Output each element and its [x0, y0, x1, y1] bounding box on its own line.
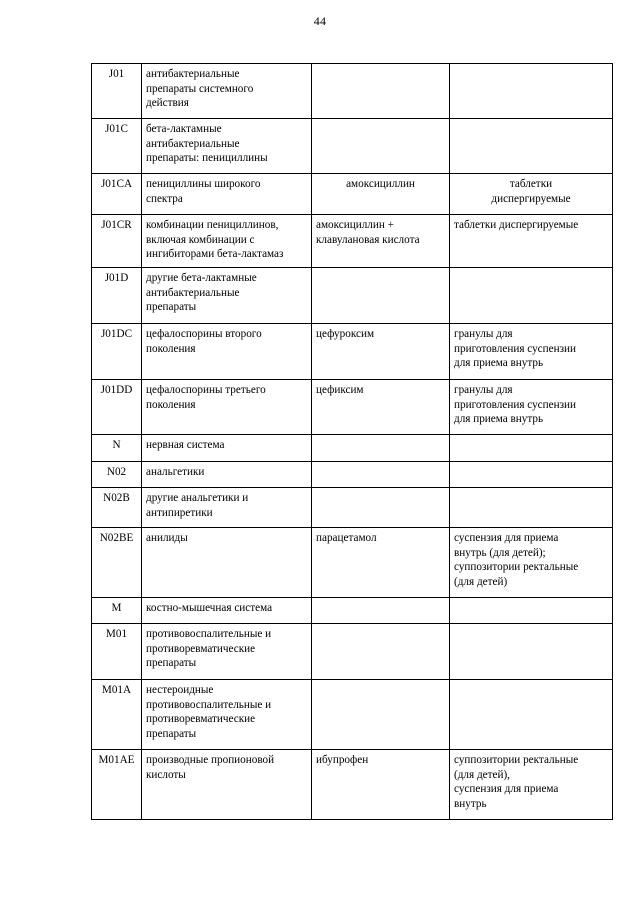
pharmacological-group-cell-text: бета-лактамные антибактериальные препараты: пенициллины [146, 123, 268, 165]
dosage-form-cell-text: гранулы для приготовления суспензии для приема внутрь [454, 328, 576, 370]
pharmacological-group-cell [142, 64, 312, 119]
atc-code-cell-text: J01DD [100, 384, 133, 396]
table-row [92, 598, 613, 624]
pharmacological-group-cell-text: нервная система [146, 439, 225, 451]
atc-code-cell [92, 624, 142, 680]
atc-code-cell [92, 462, 142, 488]
atc-code-cell [92, 380, 142, 435]
atc-code-cell-text: M [111, 602, 122, 614]
drug-name-cell [312, 528, 450, 598]
pharmacological-group-cell-text: антибактериальные препараты системного действия [146, 68, 254, 110]
pharmacological-group-cell [142, 324, 312, 380]
pharmacological-group-cell-text: цефалоспорины третьего поколения [146, 384, 266, 411]
pharmacological-group-cell [142, 174, 312, 215]
table-row [92, 528, 613, 598]
dosage-form-cell [450, 462, 613, 488]
table-row [92, 215, 613, 268]
atc-code-cell [92, 324, 142, 380]
pharmacological-group-cell-text: противовоспалительные и противоревматические препараты [146, 628, 272, 670]
atc-code-cell-text: N [112, 439, 121, 451]
table-body [92, 64, 613, 820]
dosage-form-cell [450, 380, 613, 435]
atc-code-cell-text: J01C [104, 123, 128, 135]
pharmacological-group-cell [142, 488, 312, 528]
dosage-form-cell [450, 624, 613, 680]
drug-name-cell [312, 119, 450, 174]
pharmacological-group-cell-text: пенициллины широкого спектра [146, 178, 261, 205]
pharmacological-group-cell-text: другие анальгетики и антипиретики [146, 492, 249, 519]
dosage-form-cell-text: суспензия для приема внутрь (для детей); суппозитории ректальные (для детей) [454, 532, 579, 588]
pharmacological-group-cell-text: комбинации пенициллинов, включая комбинации с ингибиторами бета-лактамаз [146, 219, 284, 261]
dosage-form-cell [450, 324, 613, 380]
atc-code-cell-text: J01 [108, 68, 125, 80]
drug-name-cell [312, 380, 450, 435]
table-row [92, 119, 613, 174]
dosage-form-cell [450, 435, 613, 462]
table-row [92, 750, 613, 820]
pharmacological-group-cell-text: анальгетики [146, 466, 205, 478]
atc-code-cell [92, 215, 142, 268]
pharmacological-group-cell [142, 598, 312, 624]
drug-name-cell [312, 64, 450, 119]
pharmacological-group-cell [142, 268, 312, 324]
table-row [92, 174, 613, 215]
pharmacological-group-cell [142, 680, 312, 750]
drug-name-cell [312, 215, 450, 268]
atc-code-cell-text: J01CA [100, 178, 133, 190]
pharmacological-group-cell [142, 750, 312, 820]
drug-name-cell [312, 750, 450, 820]
page-number: 44 [313, 14, 327, 28]
drug-name-cell [312, 435, 450, 462]
atc-code-cell [92, 268, 142, 324]
drug-name-cell [312, 268, 450, 324]
atc-code-cell [92, 488, 142, 528]
table-row [92, 435, 613, 462]
table-row [92, 324, 613, 380]
dosage-form-cell-text: таблетки диспергируемые [454, 219, 579, 231]
pharmacological-group-cell-text: производные пропионовой кислоты [146, 754, 275, 781]
atc-code-cell-text: N02BE [99, 532, 134, 544]
drug-name-cell-text: парацетамол [316, 532, 377, 544]
dosage-form-cell [450, 528, 613, 598]
drug-classification-table [91, 63, 613, 820]
atc-code-cell [92, 680, 142, 750]
drug-name-cell-text: цефиксим [316, 384, 364, 396]
table-row [92, 64, 613, 119]
dosage-form-cell [450, 680, 613, 750]
drug-name-cell [312, 488, 450, 528]
dosage-form-cell [450, 64, 613, 119]
pharmacological-group-cell [142, 462, 312, 488]
atc-code-cell [92, 528, 142, 598]
table-row [92, 380, 613, 435]
atc-code-cell-text: M01AE [98, 754, 135, 766]
dosage-form-cell [450, 119, 613, 174]
pharmacological-group-cell [142, 435, 312, 462]
dosage-form-cell-text: таблетки диспергируемые [491, 178, 571, 205]
dosage-form-cell [450, 174, 613, 215]
table-row [92, 462, 613, 488]
pharmacological-group-cell-text: цефалоспорины второго поколения [146, 328, 262, 355]
dosage-form-cell [450, 268, 613, 324]
drug-name-cell [312, 624, 450, 680]
dosage-form-cell [450, 598, 613, 624]
atc-code-cell-text: J01D [104, 272, 129, 284]
drug-name-cell [312, 462, 450, 488]
pharmacological-group-cell [142, 380, 312, 435]
dosage-form-cell [450, 488, 613, 528]
pharmacological-group-cell-text: другие бета-лактамные антибактериальные препараты [146, 272, 257, 314]
atc-code-cell [92, 64, 142, 119]
atc-code-cell [92, 750, 142, 820]
atc-code-cell-text: N02 [106, 466, 127, 478]
pharmacological-group-cell-text: нестероидные противовоспалительные и противоревматические препараты [146, 684, 272, 740]
dosage-form-cell [450, 750, 613, 820]
dosage-form-cell [450, 215, 613, 268]
table-row [92, 680, 613, 750]
table-row [92, 624, 613, 680]
atc-code-cell [92, 598, 142, 624]
atc-code-cell-text: N02B [103, 492, 130, 504]
pharmacological-group-cell [142, 215, 312, 268]
pharmacological-group-cell-text: анилиды [146, 532, 188, 544]
atc-code-cell [92, 435, 142, 462]
pharmacological-group-cell [142, 119, 312, 174]
drug-name-cell [312, 598, 450, 624]
drug-name-cell-text: амоксициллин + клавулановая кислота [316, 219, 420, 246]
atc-code-cell [92, 174, 142, 215]
pharmacological-group-cell [142, 624, 312, 680]
drug-name-cell [312, 174, 450, 215]
dosage-form-cell-text: суппозитории ректальные (для детей), суспензия для приема внутрь [454, 754, 579, 810]
pharmacological-group-cell-text: костно-мышечная система [146, 602, 273, 614]
atc-code-cell-text: J01CR [101, 219, 132, 231]
drug-name-cell [312, 324, 450, 380]
atc-code-cell-text: M01A [101, 684, 132, 696]
atc-code-cell-text: J01DC [100, 328, 133, 340]
dosage-form-cell-text: гранулы для приготовления суспензии для приема внутрь [454, 384, 576, 426]
table-row [92, 488, 613, 528]
atc-code-cell-text: M01 [105, 628, 128, 640]
drug-name-cell-text: ибупрофен [316, 754, 369, 766]
pharmacological-group-cell [142, 528, 312, 598]
drug-name-cell [312, 680, 450, 750]
atc-code-cell [92, 119, 142, 174]
drug-name-cell-text: цефуроксим [316, 328, 375, 340]
table-row [92, 268, 613, 324]
drug-name-cell-text: амоксициллин [346, 178, 415, 190]
